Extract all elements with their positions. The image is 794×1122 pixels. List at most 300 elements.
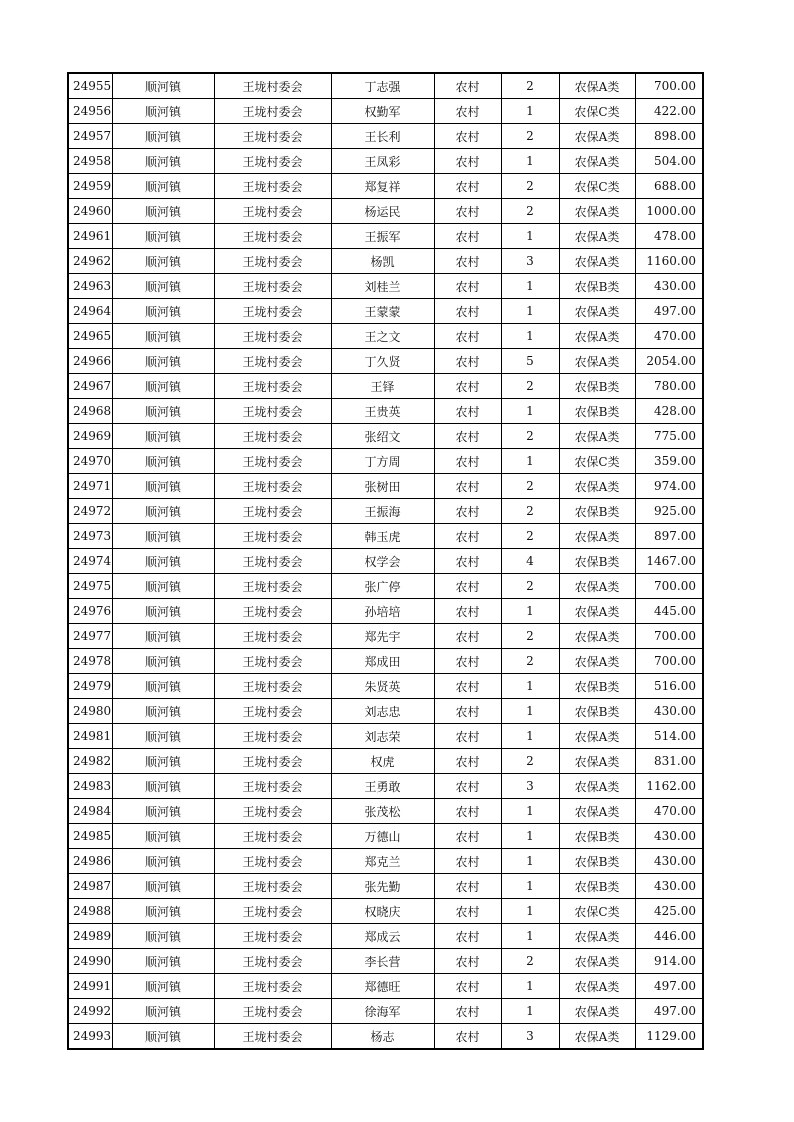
town-cell: 顺河镇 [112, 474, 214, 499]
residence-type-cell: 农村 [434, 549, 501, 574]
row-id-cell: 24963 [68, 274, 112, 299]
town-cell: 顺河镇 [112, 424, 214, 449]
row-id-cell: 24988 [68, 899, 112, 924]
residence-type-cell: 农村 [434, 574, 501, 599]
residence-type-cell: 农村 [434, 524, 501, 549]
village-committee-cell: 王垅村委会 [214, 574, 331, 599]
household-count-cell: 1 [501, 324, 559, 349]
household-count-cell: 1 [501, 399, 559, 424]
row-id-cell: 24968 [68, 399, 112, 424]
insurance-category-cell: 农保A类 [559, 324, 635, 349]
table-row [68, 599, 703, 624]
village-committee-cell: 王垅村委会 [214, 499, 331, 524]
insurance-category-cell: 农保A类 [559, 949, 635, 974]
insurance-category-cell: 农保A类 [559, 349, 635, 374]
residence-type-cell: 农村 [434, 674, 501, 699]
village-committee-cell: 王垅村委会 [214, 199, 331, 224]
row-id-cell: 24974 [68, 549, 112, 574]
residence-type-cell: 农村 [434, 999, 501, 1024]
table-row [68, 199, 703, 224]
village-committee-cell: 王垅村委会 [214, 874, 331, 899]
town-cell: 顺河镇 [112, 599, 214, 624]
village-committee-cell: 王垅村委会 [214, 124, 331, 149]
amount-cell: 516.00 [635, 674, 703, 699]
town-cell: 顺河镇 [112, 849, 214, 874]
insurance-category-cell: 农保A类 [559, 799, 635, 824]
village-committee-cell: 王垅村委会 [214, 749, 331, 774]
village-committee-cell: 王垅村委会 [214, 1024, 331, 1050]
residence-type-cell: 农村 [434, 124, 501, 149]
table-row [68, 674, 703, 699]
insurance-category-cell: 农保A类 [559, 124, 635, 149]
amount-cell: 428.00 [635, 399, 703, 424]
household-count-cell: 2 [501, 73, 559, 99]
village-committee-cell: 王垅村委会 [214, 724, 331, 749]
person-name-cell: 李长营 [331, 949, 434, 974]
town-cell: 顺河镇 [112, 799, 214, 824]
household-count-cell: 2 [501, 474, 559, 499]
village-committee-cell: 王垅村委会 [214, 824, 331, 849]
insurance-category-cell: 农保A类 [559, 999, 635, 1024]
town-cell: 顺河镇 [112, 899, 214, 924]
row-id-cell: 24959 [68, 174, 112, 199]
residence-type-cell: 农村 [434, 374, 501, 399]
amount-cell: 2054.00 [635, 349, 703, 374]
household-count-cell: 1 [501, 849, 559, 874]
table-row [68, 549, 703, 574]
amount-cell: 497.00 [635, 999, 703, 1024]
town-cell: 顺河镇 [112, 399, 214, 424]
row-id-cell: 24965 [68, 324, 112, 349]
row-id-cell: 24960 [68, 199, 112, 224]
residence-type-cell: 农村 [434, 174, 501, 199]
person-name-cell: 张茂松 [331, 799, 434, 824]
household-count-cell: 1 [501, 299, 559, 324]
person-name-cell: 朱贤英 [331, 674, 434, 699]
amount-cell: 497.00 [635, 299, 703, 324]
insurance-category-cell: 农保A类 [559, 474, 635, 499]
town-cell: 顺河镇 [112, 124, 214, 149]
village-committee-cell: 王垅村委会 [214, 674, 331, 699]
household-count-cell: 1 [501, 224, 559, 249]
village-committee-cell: 王垅村委会 [214, 424, 331, 449]
town-cell: 顺河镇 [112, 624, 214, 649]
person-name-cell: 权勤军 [331, 99, 434, 124]
village-committee-cell: 王垅村委会 [214, 949, 331, 974]
insurance-category-cell: 农保A类 [559, 974, 635, 999]
amount-cell: 425.00 [635, 899, 703, 924]
person-name-cell: 徐海军 [331, 999, 434, 1024]
table-row [68, 149, 703, 174]
residence-type-cell: 农村 [434, 924, 501, 949]
table-row [68, 774, 703, 799]
insurance-category-cell: 农保C类 [559, 449, 635, 474]
residence-type-cell: 农村 [434, 349, 501, 374]
town-cell: 顺河镇 [112, 224, 214, 249]
household-count-cell: 2 [501, 174, 559, 199]
person-name-cell: 王凤彩 [331, 149, 434, 174]
person-name-cell: 权晓庆 [331, 899, 434, 924]
town-cell: 顺河镇 [112, 99, 214, 124]
residence-type-cell: 农村 [434, 1024, 501, 1050]
residence-type-cell: 农村 [434, 749, 501, 774]
insurance-category-cell: 农保A类 [559, 724, 635, 749]
insurance-category-cell: 农保B类 [559, 374, 635, 399]
town-cell: 顺河镇 [112, 349, 214, 374]
residence-type-cell: 农村 [434, 149, 501, 174]
amount-cell: 1162.00 [635, 774, 703, 799]
town-cell: 顺河镇 [112, 824, 214, 849]
table-row [68, 449, 703, 474]
person-name-cell: 王勇敢 [331, 774, 434, 799]
village-committee-cell: 王垅村委会 [214, 274, 331, 299]
person-name-cell: 张先勤 [331, 874, 434, 899]
insurance-category-cell: 农保A类 [559, 774, 635, 799]
row-id-cell: 24993 [68, 1024, 112, 1050]
residence-type-cell: 农村 [434, 974, 501, 999]
amount-cell: 1467.00 [635, 549, 703, 574]
town-cell: 顺河镇 [112, 649, 214, 674]
row-id-cell: 24980 [68, 699, 112, 724]
table-row [68, 699, 703, 724]
residence-type-cell: 农村 [434, 424, 501, 449]
town-cell: 顺河镇 [112, 524, 214, 549]
table-row [68, 624, 703, 649]
person-name-cell: 郑成田 [331, 649, 434, 674]
household-count-cell: 2 [501, 124, 559, 149]
household-count-cell: 1 [501, 999, 559, 1024]
person-name-cell: 刘志荣 [331, 724, 434, 749]
table-row [68, 174, 703, 199]
insurance-category-cell: 农保A类 [559, 649, 635, 674]
household-count-cell: 1 [501, 699, 559, 724]
insurance-category-cell: 农保A类 [559, 424, 635, 449]
town-cell: 顺河镇 [112, 999, 214, 1024]
household-count-cell: 2 [501, 649, 559, 674]
row-id-cell: 24989 [68, 924, 112, 949]
person-name-cell: 王振海 [331, 499, 434, 524]
amount-cell: 430.00 [635, 874, 703, 899]
table-row [68, 974, 703, 999]
insurance-category-cell: 农保B类 [559, 499, 635, 524]
residence-type-cell: 农村 [434, 949, 501, 974]
household-count-cell: 2 [501, 574, 559, 599]
table-row [68, 1024, 703, 1050]
table-row [68, 99, 703, 124]
insurance-category-cell: 农保A类 [559, 149, 635, 174]
household-count-cell: 4 [501, 549, 559, 574]
household-count-cell: 1 [501, 599, 559, 624]
residence-type-cell: 农村 [434, 874, 501, 899]
residence-type-cell: 农村 [434, 73, 501, 99]
insurance-category-cell: 农保C类 [559, 899, 635, 924]
amount-cell: 974.00 [635, 474, 703, 499]
residence-type-cell: 农村 [434, 299, 501, 324]
town-cell: 顺河镇 [112, 199, 214, 224]
insurance-category-cell: 农保B类 [559, 674, 635, 699]
residence-type-cell: 农村 [434, 249, 501, 274]
village-committee-cell: 王垅村委会 [214, 474, 331, 499]
table-row [68, 924, 703, 949]
residence-type-cell: 农村 [434, 199, 501, 224]
village-committee-cell: 王垅村委会 [214, 999, 331, 1024]
household-count-cell: 1 [501, 724, 559, 749]
amount-cell: 1129.00 [635, 1024, 703, 1050]
insurance-category-cell: 农保A类 [559, 199, 635, 224]
insurance-category-cell: 农保A类 [559, 924, 635, 949]
village-committee-cell: 王垅村委会 [214, 374, 331, 399]
village-committee-cell: 王垅村委会 [214, 849, 331, 874]
insurance-category-cell: 农保C类 [559, 174, 635, 199]
table-row [68, 899, 703, 924]
town-cell: 顺河镇 [112, 324, 214, 349]
row-id-cell: 24971 [68, 474, 112, 499]
residence-type-cell: 农村 [434, 99, 501, 124]
town-cell: 顺河镇 [112, 724, 214, 749]
table-row [68, 224, 703, 249]
residence-type-cell: 农村 [434, 624, 501, 649]
residence-type-cell: 农村 [434, 699, 501, 724]
amount-cell: 430.00 [635, 849, 703, 874]
household-count-cell: 2 [501, 524, 559, 549]
town-cell: 顺河镇 [112, 149, 214, 174]
insurance-category-cell: 农保A类 [559, 599, 635, 624]
village-committee-cell: 王垅村委会 [214, 974, 331, 999]
insurance-category-cell: 农保B类 [559, 274, 635, 299]
person-name-cell: 王长利 [331, 124, 434, 149]
village-committee-cell: 王垅村委会 [214, 224, 331, 249]
row-id-cell: 24966 [68, 349, 112, 374]
residence-type-cell: 农村 [434, 474, 501, 499]
person-name-cell: 丁方周 [331, 449, 434, 474]
table-row [68, 849, 703, 874]
village-committee-cell: 王垅村委会 [214, 799, 331, 824]
row-id-cell: 24970 [68, 449, 112, 474]
town-cell: 顺河镇 [112, 73, 214, 99]
data-table [67, 72, 704, 1050]
village-committee-cell: 王垅村委会 [214, 899, 331, 924]
table-row [68, 574, 703, 599]
residence-type-cell: 农村 [434, 224, 501, 249]
insurance-category-cell: 农保A类 [559, 299, 635, 324]
person-name-cell: 丁久贤 [331, 349, 434, 374]
person-name-cell: 杨凯 [331, 249, 434, 274]
household-count-cell: 2 [501, 424, 559, 449]
amount-cell: 446.00 [635, 924, 703, 949]
amount-cell: 470.00 [635, 324, 703, 349]
town-cell: 顺河镇 [112, 1024, 214, 1050]
row-id-cell: 24985 [68, 824, 112, 849]
row-id-cell: 24983 [68, 774, 112, 799]
residence-type-cell: 农村 [434, 449, 501, 474]
town-cell: 顺河镇 [112, 774, 214, 799]
residence-type-cell: 农村 [434, 899, 501, 924]
row-id-cell: 24958 [68, 149, 112, 174]
residence-type-cell: 农村 [434, 324, 501, 349]
residence-type-cell: 农村 [434, 799, 501, 824]
household-count-cell: 2 [501, 499, 559, 524]
amount-cell: 478.00 [635, 224, 703, 249]
person-name-cell: 郑成云 [331, 924, 434, 949]
village-committee-cell: 王垅村委会 [214, 349, 331, 374]
person-name-cell: 张树田 [331, 474, 434, 499]
town-cell: 顺河镇 [112, 499, 214, 524]
row-id-cell: 24977 [68, 624, 112, 649]
household-count-cell: 1 [501, 799, 559, 824]
table-row [68, 724, 703, 749]
person-name-cell: 张绍文 [331, 424, 434, 449]
household-count-cell: 1 [501, 899, 559, 924]
village-committee-cell: 王垅村委会 [214, 549, 331, 574]
person-name-cell: 郑克兰 [331, 849, 434, 874]
person-name-cell: 杨志 [331, 1024, 434, 1050]
person-name-cell: 杨运民 [331, 199, 434, 224]
residence-type-cell: 农村 [434, 599, 501, 624]
row-id-cell: 24962 [68, 249, 112, 274]
row-id-cell: 24956 [68, 99, 112, 124]
town-cell: 顺河镇 [112, 874, 214, 899]
insurance-category-cell: 农保B类 [559, 399, 635, 424]
amount-cell: 914.00 [635, 949, 703, 974]
amount-cell: 514.00 [635, 724, 703, 749]
person-name-cell: 权虎 [331, 749, 434, 774]
town-cell: 顺河镇 [112, 549, 214, 574]
town-cell: 顺河镇 [112, 449, 214, 474]
insurance-category-cell: 农保B类 [559, 849, 635, 874]
residence-type-cell: 农村 [434, 274, 501, 299]
village-committee-cell: 王垅村委会 [214, 449, 331, 474]
row-id-cell: 24984 [68, 799, 112, 824]
town-cell: 顺河镇 [112, 249, 214, 274]
residence-type-cell: 农村 [434, 649, 501, 674]
household-count-cell: 1 [501, 924, 559, 949]
table-row [68, 649, 703, 674]
amount-cell: 700.00 [635, 574, 703, 599]
table-row [68, 299, 703, 324]
person-name-cell: 孙培培 [331, 599, 434, 624]
town-cell: 顺河镇 [112, 299, 214, 324]
village-committee-cell: 王垅村委会 [214, 524, 331, 549]
household-count-cell: 2 [501, 374, 559, 399]
residence-type-cell: 农村 [434, 724, 501, 749]
person-name-cell: 郑德旺 [331, 974, 434, 999]
village-committee-cell: 王垅村委会 [214, 249, 331, 274]
amount-cell: 700.00 [635, 73, 703, 99]
residence-type-cell: 农村 [434, 399, 501, 424]
row-id-cell: 24991 [68, 974, 112, 999]
household-count-cell: 2 [501, 949, 559, 974]
insurance-category-cell: 农保A类 [559, 224, 635, 249]
town-cell: 顺河镇 [112, 924, 214, 949]
table-row [68, 374, 703, 399]
household-count-cell: 2 [501, 624, 559, 649]
insurance-category-cell: 农保A类 [559, 574, 635, 599]
insurance-category-cell: 农保C类 [559, 99, 635, 124]
table-row [68, 799, 703, 824]
village-committee-cell: 王垅村委会 [214, 299, 331, 324]
village-committee-cell: 王垅村委会 [214, 924, 331, 949]
row-id-cell: 24987 [68, 874, 112, 899]
household-count-cell: 2 [501, 749, 559, 774]
amount-cell: 688.00 [635, 174, 703, 199]
household-count-cell: 2 [501, 199, 559, 224]
table-row [68, 999, 703, 1024]
household-count-cell: 3 [501, 249, 559, 274]
household-count-cell: 1 [501, 99, 559, 124]
person-name-cell: 韩玉虎 [331, 524, 434, 549]
row-id-cell: 24986 [68, 849, 112, 874]
household-count-cell: 1 [501, 824, 559, 849]
village-committee-cell: 王垅村委会 [214, 324, 331, 349]
village-committee-cell: 王垅村委会 [214, 774, 331, 799]
amount-cell: 422.00 [635, 99, 703, 124]
household-count-cell: 1 [501, 449, 559, 474]
amount-cell: 497.00 [635, 974, 703, 999]
insurance-category-cell: 农保A类 [559, 73, 635, 99]
amount-cell: 897.00 [635, 524, 703, 549]
person-name-cell: 刘桂兰 [331, 274, 434, 299]
residence-type-cell: 农村 [434, 849, 501, 874]
table-row [68, 499, 703, 524]
village-committee-cell: 王垅村委会 [214, 699, 331, 724]
row-id-cell: 24969 [68, 424, 112, 449]
table-row [68, 474, 703, 499]
table-body [68, 73, 703, 1049]
person-name-cell: 王铎 [331, 374, 434, 399]
table-row [68, 124, 703, 149]
village-committee-cell: 王垅村委会 [214, 149, 331, 174]
household-count-cell: 1 [501, 674, 559, 699]
person-name-cell: 王振军 [331, 224, 434, 249]
village-committee-cell: 王垅村委会 [214, 649, 331, 674]
insurance-category-cell: 农保A类 [559, 624, 635, 649]
amount-cell: 700.00 [635, 649, 703, 674]
row-id-cell: 24975 [68, 574, 112, 599]
amount-cell: 775.00 [635, 424, 703, 449]
table-row [68, 749, 703, 774]
town-cell: 顺河镇 [112, 949, 214, 974]
insurance-category-cell: 农保A类 [559, 1024, 635, 1050]
row-id-cell: 24961 [68, 224, 112, 249]
insurance-category-cell: 农保B类 [559, 699, 635, 724]
town-cell: 顺河镇 [112, 749, 214, 774]
table-row [68, 274, 703, 299]
amount-cell: 780.00 [635, 374, 703, 399]
village-committee-cell: 王垅村委会 [214, 599, 331, 624]
amount-cell: 700.00 [635, 624, 703, 649]
row-id-cell: 24990 [68, 949, 112, 974]
amount-cell: 359.00 [635, 449, 703, 474]
table-row [68, 424, 703, 449]
row-id-cell: 24973 [68, 524, 112, 549]
household-count-cell: 1 [501, 874, 559, 899]
amount-cell: 925.00 [635, 499, 703, 524]
person-name-cell: 郑复祥 [331, 174, 434, 199]
amount-cell: 1000.00 [635, 199, 703, 224]
amount-cell: 1160.00 [635, 249, 703, 274]
table-row [68, 349, 703, 374]
residence-type-cell: 农村 [434, 499, 501, 524]
person-name-cell: 王贵英 [331, 399, 434, 424]
residence-type-cell: 农村 [434, 774, 501, 799]
table-row [68, 249, 703, 274]
person-name-cell: 权学会 [331, 549, 434, 574]
person-name-cell: 王蒙蒙 [331, 299, 434, 324]
row-id-cell: 24981 [68, 724, 112, 749]
insurance-category-cell: 农保A类 [559, 749, 635, 774]
amount-cell: 831.00 [635, 749, 703, 774]
household-count-cell: 1 [501, 149, 559, 174]
